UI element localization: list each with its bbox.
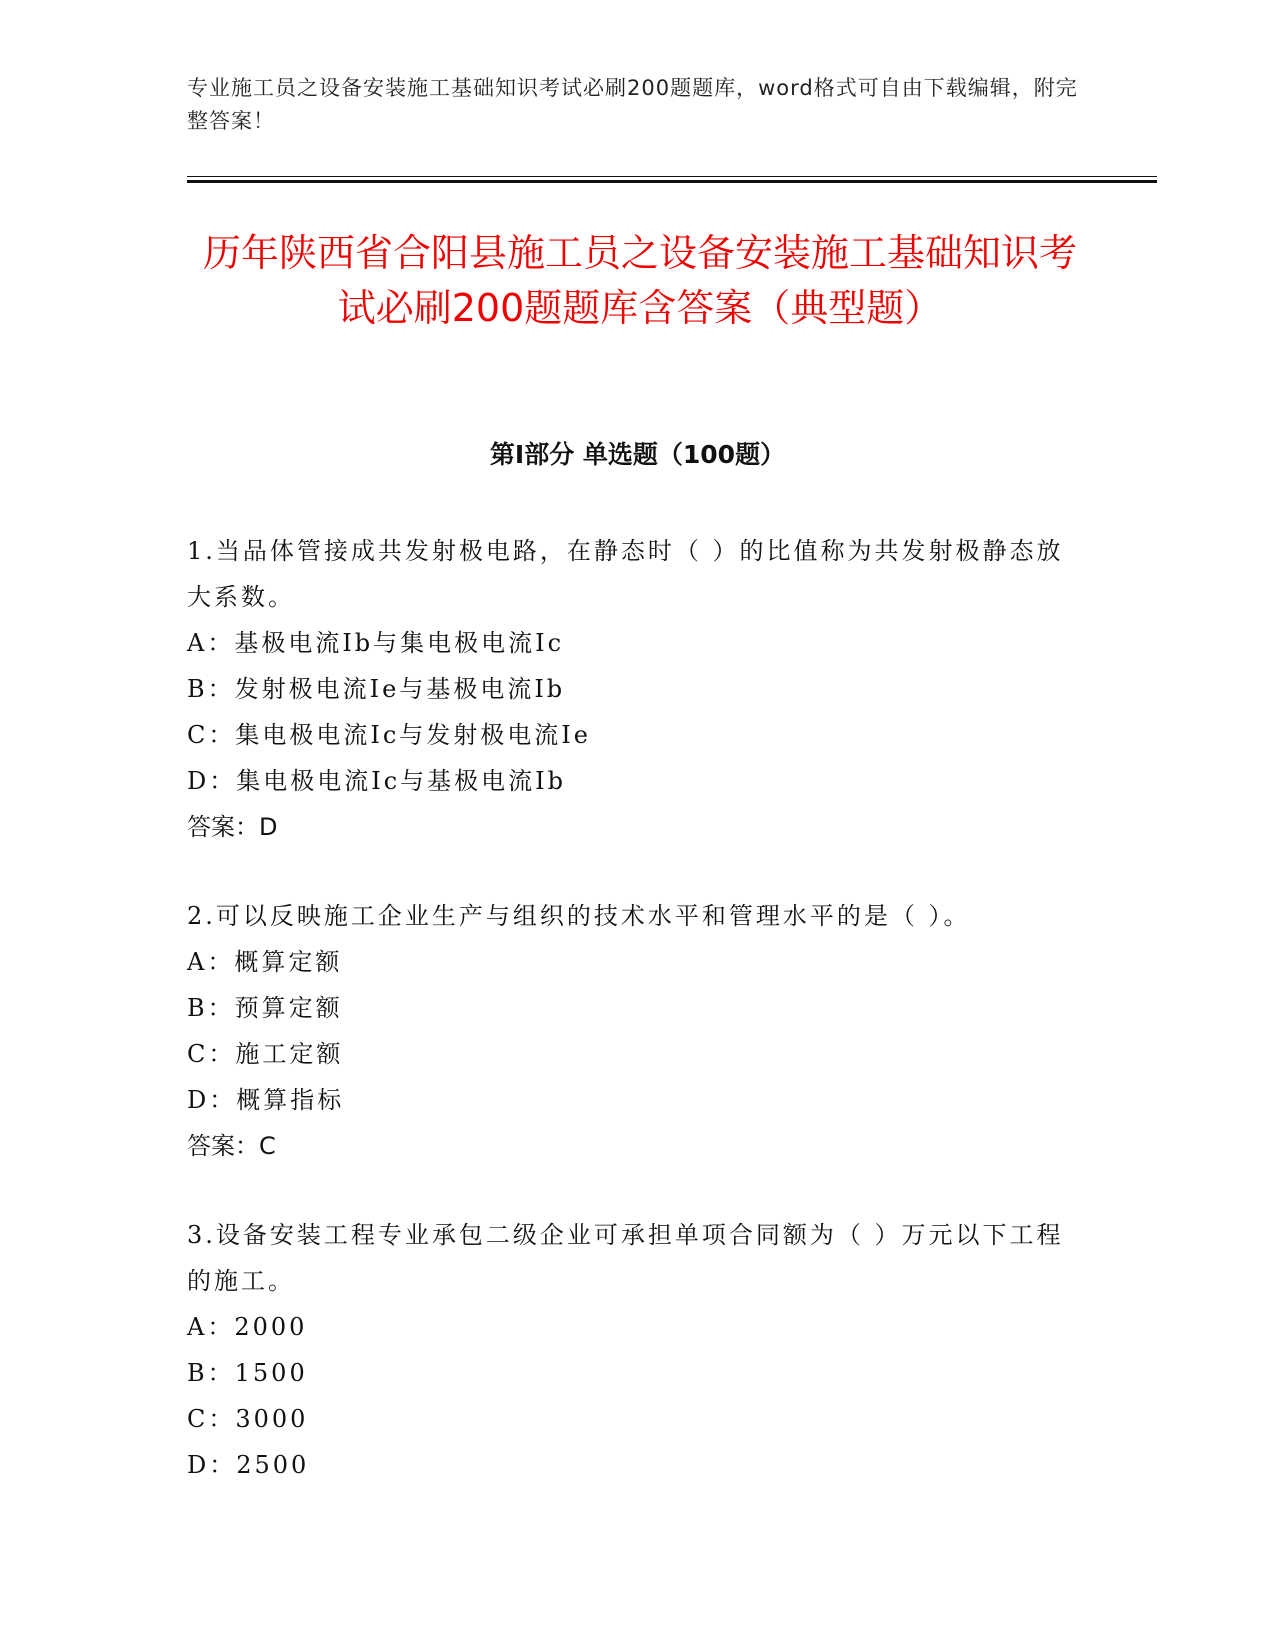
option-a: A：概算定额 <box>187 948 343 976</box>
question-stem: 3.设备安装工程专业承包二级企业可承担单项合同额为（ ）万元以下工程的施工。 <box>187 1221 1064 1295</box>
header-divider-thin <box>187 176 1157 177</box>
header-divider-thick <box>187 180 1157 183</box>
option-c: C：3000 <box>187 1405 309 1433</box>
option-a: A：基极电流Ib与集电极电流Ic <box>187 629 565 657</box>
option-b: B：预算定额 <box>187 994 343 1022</box>
question-list <box>187 528 1067 1531</box>
question-3 <box>187 1212 1067 1488</box>
option-b: B：发射极电流Ie与基极电流Ib <box>187 675 566 703</box>
question-stem: 1.当品体管接成共发射极电路，在静态时（ ）的比值称为共发射极静态放大系数。 <box>187 537 1064 611</box>
option-a: A：2000 <box>187 1313 308 1341</box>
document-title: 历年陕西省合阳县施工员之设备安装施工基础知识考试必刷200题题库含答案（典型题） <box>202 231 1077 330</box>
answer: 答案：D <box>187 813 278 841</box>
question-2 <box>187 893 1067 1169</box>
option-d: D：2500 <box>187 1451 310 1479</box>
option-b: B：1500 <box>187 1359 308 1387</box>
option-d: D：集电极电流Ic与基极电流Ib <box>187 767 567 795</box>
answer: 答案：C <box>187 1132 276 1160</box>
question-1 <box>187 528 1067 850</box>
header-note: 专业施工员之设备安装施工基础知识考试必刷200题题库，word格式可自由下载编辑，附完整答案！ <box>187 76 1078 133</box>
option-c: C：集电极电流Ic与发射极电流Ie <box>187 721 591 749</box>
option-c: C：施工定额 <box>187 1040 344 1068</box>
question-stem: 2.可以反映施工企业生产与组织的技术水平和管理水平的是（ ）。 <box>187 902 971 930</box>
section-title: 第I部分 单选题（100题） <box>489 440 786 469</box>
option-d: D：概算指标 <box>187 1086 345 1114</box>
